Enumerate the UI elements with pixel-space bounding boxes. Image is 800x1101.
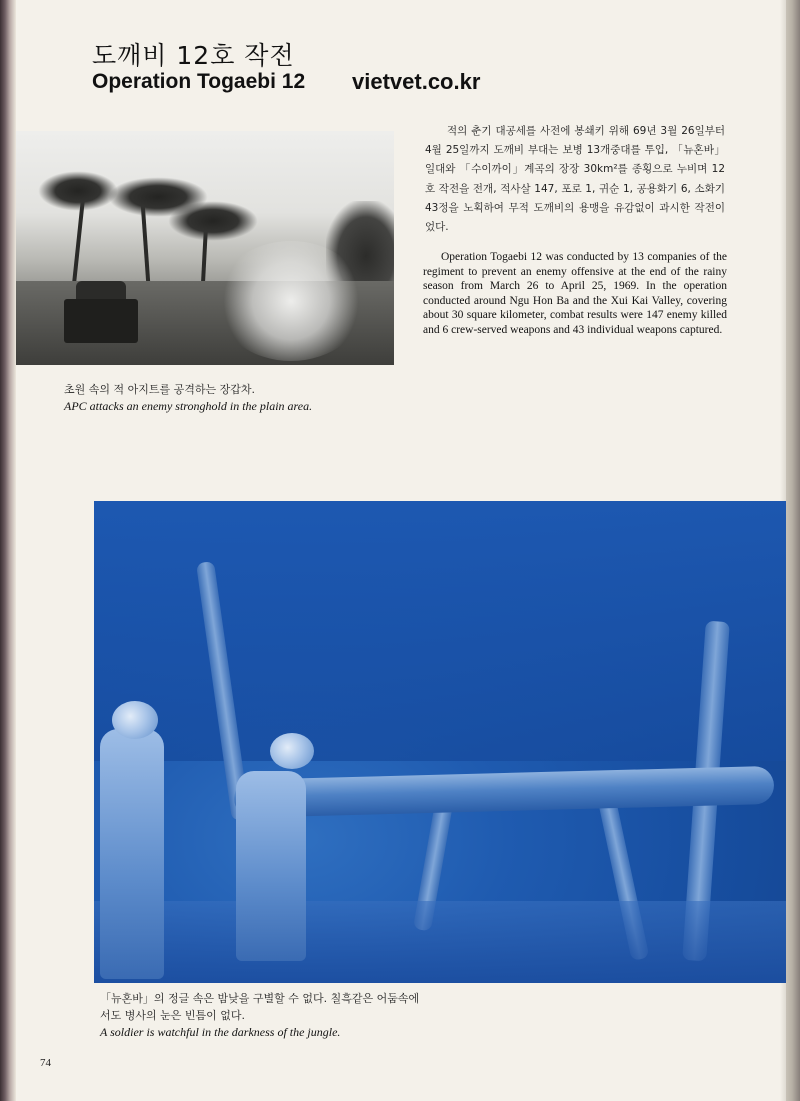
top-photo-caption-korean: 초원 속의 적 아지트를 공격하는 장갑차. [64,383,255,396]
photo-apc-vehicle [64,299,138,343]
page-title-english: Operation Togaebi 12 [92,70,306,93]
bottom-photo-caption-english: A soldier is watchful in the darkness of the jungle. [100,1025,341,1039]
page-number: 74 [40,1057,51,1069]
apc-attack-photo [16,131,394,365]
photo-soldier-center [236,771,306,961]
page-title-korean: 도깨비 12호 작전 [92,41,295,70]
article-body-english: Operation Togaebi 12 was conducted by 13 companies of the regiment to prevent an enemy offensive at the end of the rainy season from March 26 to April 25, 1969. In the operation conducted around Ngu Hon Ba and the Xui Kai Valley, covering about 30 square kilometer, combat results were 147 enemy killed and 6 crew-served weapons and 43 individual weapons captured. [423,251,727,336]
photo-palm-fronds [38,171,118,211]
photo-soldier-helmet [112,701,158,739]
bottom-photo-caption-korean: 「뉴혼바」의 정글 속은 밤낮을 구별할 수 없다. 칠흑같은 어둠속에서도 병사의 눈은 빈틈이 없다. [100,992,420,1022]
photo-jungle-canopy [94,501,786,761]
site-url-watermark: vietvet.co.kr [352,69,481,94]
photo-smoke-cloud [216,241,366,361]
top-photo-caption-english: APC attacks an enemy stronghold in the plain area. [64,399,313,413]
photo-jungle-floor [94,901,786,983]
photo-soldier-left [100,729,164,979]
photo-soldier-helmet [270,733,314,769]
jungle-soldier-photo [94,501,786,983]
photo-palm-fronds [168,201,258,241]
article-body-korean: 적의 춘기 대공세를 사전에 봉쇄키 위해 69년 3월 26일부터 4월 25일까지 도깨비 부대는 보병 13개중대를 투입, 「뉴혼바」일대와 「수이까이」계곡의 장장 30km²를 종횡으로 누비며 12호 작전을 전개, 적사살 147, 포로 1, 귀순 1, 공용화기 6, 소화기 43정을 노획하여 무적 도깨비의 용맹을 유감없이 과시한 작전이었다. [425,125,725,234]
